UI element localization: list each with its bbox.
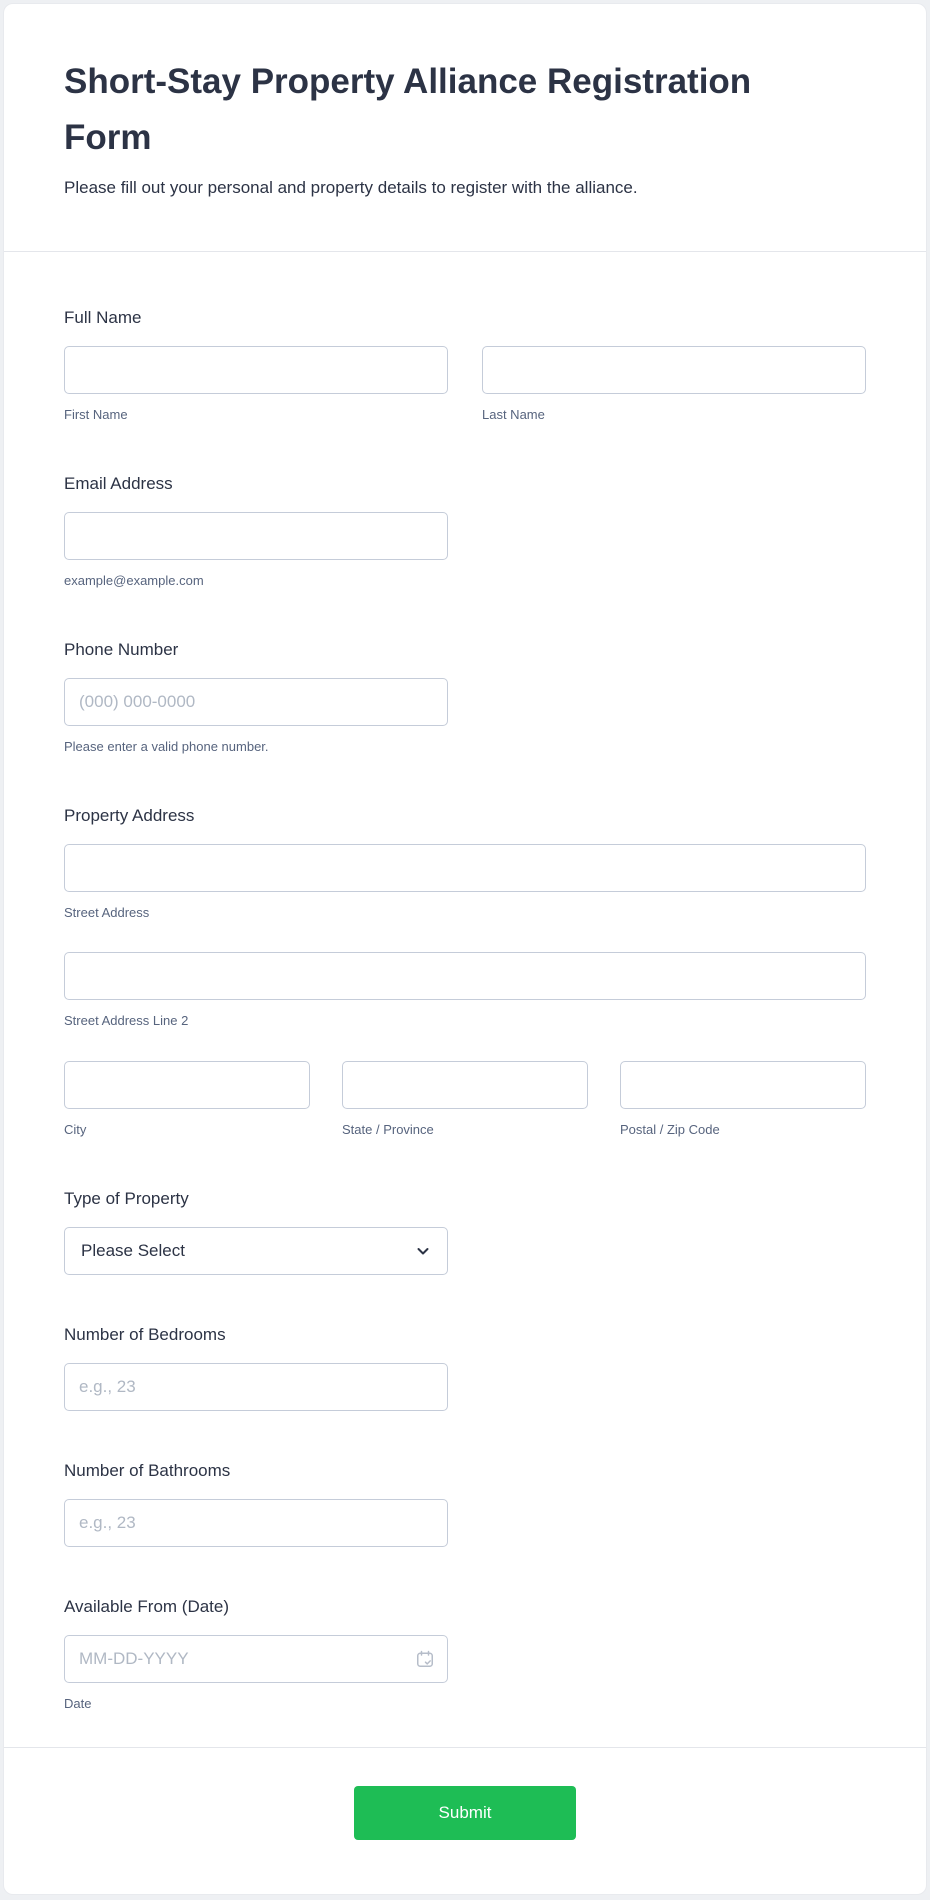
first-name-sublabel: First Name — [64, 406, 128, 422]
email-input[interactable] — [64, 512, 448, 560]
last-name-column — [482, 346, 866, 424]
postal-code-sublabel: Postal / Zip Code — [620, 1121, 720, 1137]
email-sublabel: example@example.com — [64, 572, 204, 588]
street-address-line2-input[interactable] — [64, 952, 866, 1000]
field-bathrooms — [64, 1459, 866, 1547]
postal-code-input[interactable] — [620, 1061, 866, 1109]
first-name-input[interactable] — [64, 346, 448, 394]
property-type-selected-value: Please Select — [81, 1240, 185, 1260]
bedrooms-label: Number of Bedrooms — [64, 1324, 226, 1344]
phone-input[interactable] — [64, 678, 448, 726]
field-email — [64, 472, 866, 590]
city-sublabel: City — [64, 1121, 87, 1137]
property-address-label: Property Address — [64, 806, 195, 826]
street-address-input[interactable] — [64, 844, 866, 892]
city-column — [64, 1061, 310, 1139]
form-subtitle: Please fill out your personal and property details to register with the alliance. — [64, 178, 638, 197]
field-property-type — [64, 1187, 866, 1275]
available-from-label: Available From (Date) — [64, 1596, 230, 1616]
last-name-input[interactable] — [482, 346, 866, 394]
field-property-address — [64, 804, 866, 1139]
city-state-zip-row — [64, 1061, 866, 1139]
property-type-label: Type of Property — [64, 1188, 189, 1208]
last-name-sublabel: Last Name — [482, 406, 545, 422]
state-input[interactable] — [342, 1061, 588, 1109]
submit-button[interactable]: Submit — [354, 1786, 576, 1840]
first-name-column — [64, 346, 448, 424]
form-card — [3, 3, 927, 1895]
street-address-sublabel: Street Address — [64, 905, 150, 921]
postal-column — [620, 1061, 866, 1139]
full-name-label: Full Name — [64, 307, 142, 327]
chevron-down-icon — [415, 1243, 431, 1259]
email-label: Email Address — [64, 473, 173, 493]
state-sublabel: State / Province — [342, 1121, 434, 1137]
phone-label: Phone Number — [64, 640, 179, 660]
form-title: Short-Stay Property Alliance Registration Form — [64, 62, 752, 157]
bathrooms-label: Number of Bathrooms — [64, 1460, 231, 1480]
state-column — [342, 1061, 588, 1139]
date-sublabel: Date — [64, 1695, 92, 1711]
street-address-line2-sublabel: Street Address Line 2 — [64, 1013, 189, 1029]
phone-sublabel: Please enter a valid phone number. — [64, 739, 269, 755]
form-body — [4, 306, 926, 1747]
city-input[interactable] — [64, 1061, 310, 1109]
date-input[interactable] — [64, 1635, 448, 1683]
field-full-name — [64, 306, 866, 424]
field-bedrooms — [64, 1323, 866, 1411]
date-input-wrapper — [64, 1635, 448, 1683]
field-available-from — [64, 1595, 866, 1713]
submit-bar — [4, 1747, 926, 1894]
property-type-select[interactable] — [64, 1227, 448, 1275]
bathrooms-input[interactable] — [64, 1499, 448, 1547]
bedrooms-input[interactable] — [64, 1363, 448, 1411]
form-header — [4, 4, 926, 252]
field-phone — [64, 638, 866, 756]
full-name-row — [64, 346, 866, 424]
